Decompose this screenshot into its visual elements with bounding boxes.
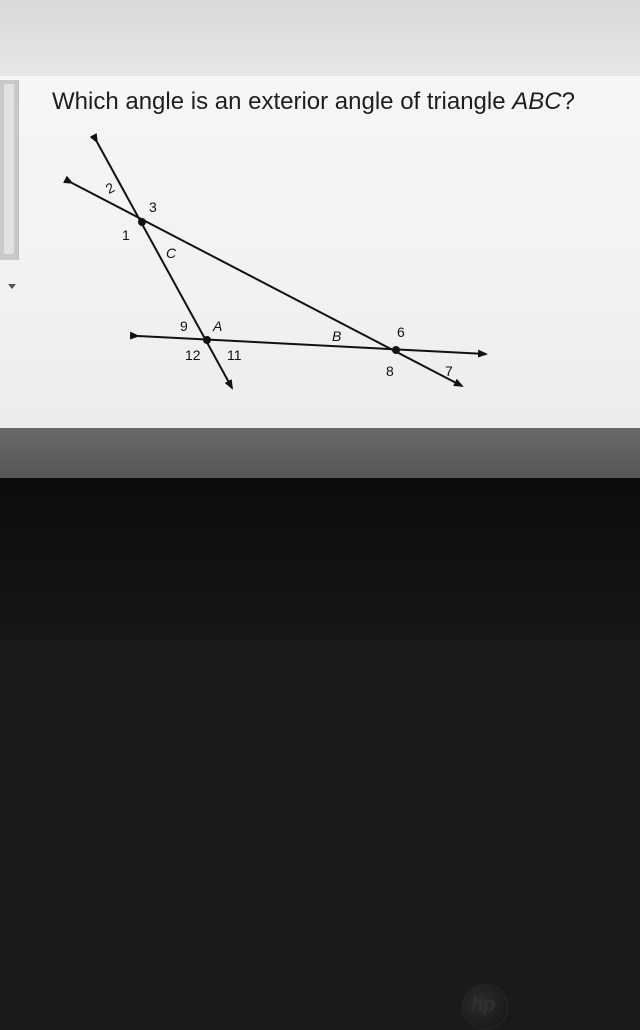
angle-label-9: 9 <box>180 318 188 334</box>
vertex-label-b: B <box>332 328 342 344</box>
triangle-name: ABC <box>512 88 562 115</box>
angle-label-6: 6 <box>397 324 405 340</box>
angle-label-1: 1 <box>122 227 130 243</box>
line-ca <box>97 142 232 388</box>
point-b <box>392 346 400 354</box>
monitor-bezel <box>0 478 640 1016</box>
vertex-label-a: A <box>213 318 223 334</box>
question-prefix: Which angle is an exterior angle of triangle <box>52 88 513 115</box>
screen-bottom-edge <box>0 428 640 478</box>
point-a <box>203 336 211 344</box>
brand-logo <box>462 984 508 1030</box>
logo-mark: hp <box>471 994 496 1016</box>
point-c <box>138 218 146 226</box>
angle-label-8: 8 <box>386 363 394 379</box>
question-suffix: ? <box>561 88 575 115</box>
angle-label-12: 12 <box>185 347 201 363</box>
angle-label-11: 11 <box>227 347 242 363</box>
angle-label-7: 7 <box>445 363 453 379</box>
vertex-label-c: C <box>166 245 177 261</box>
angle-label-2: 2 <box>102 179 118 197</box>
angle-label-3: 3 <box>149 199 157 215</box>
line-cb <box>72 183 462 386</box>
